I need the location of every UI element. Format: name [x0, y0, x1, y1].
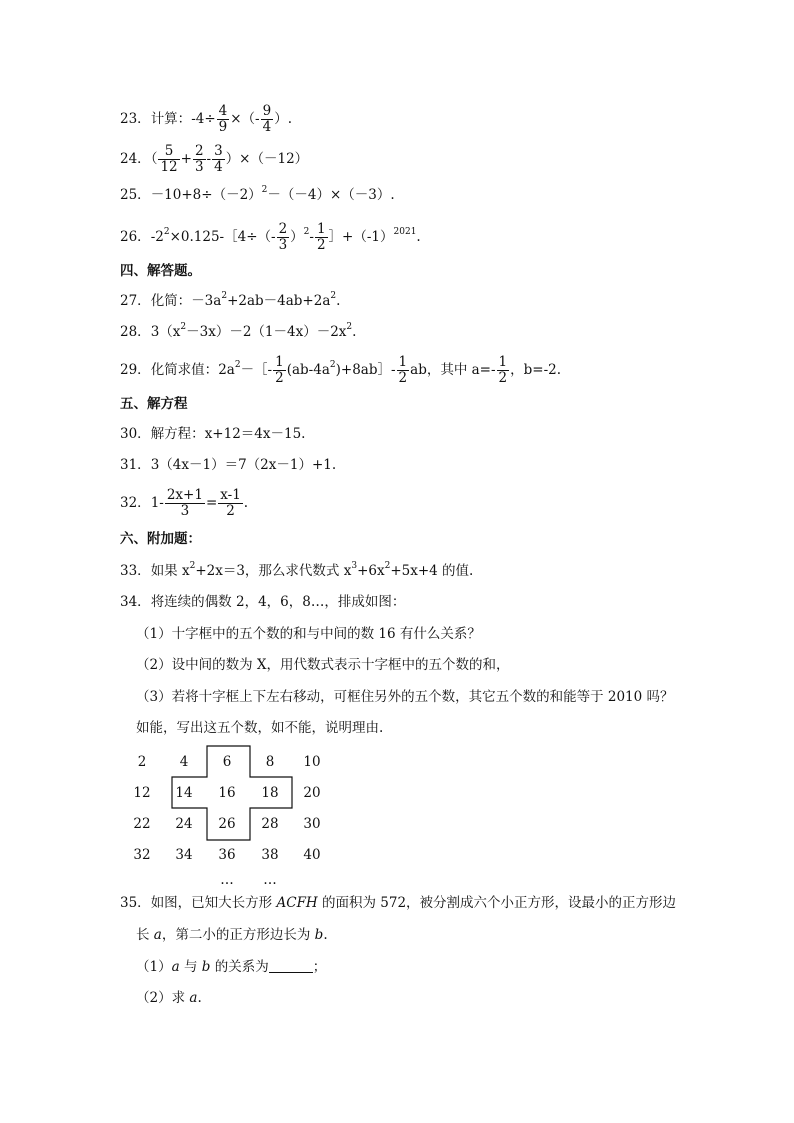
grid-cell: 28	[261, 816, 279, 832]
question-34-part-2: （2）设中间的数为 X，用代数式表示十字框中的五个数的和，	[136, 657, 510, 673]
grid-cell: 16	[218, 785, 236, 801]
question-26: 26．$-2^2\times 0.125-[4\div(-$ $\frac{2}{3}$ ）$^2$- $\frac{1}{2}$ $]+(-1)^{2021}$.	[120, 221, 421, 253]
section-heading-6: 六、附加题：	[120, 531, 201, 547]
grid-cell: 36	[218, 847, 236, 863]
question-24: 24．（ $\frac{5}{12}$ + $\frac{2}{3}$ - $\frac{3}{4}$ ）×（－12）	[120, 143, 309, 175]
question-35-part-1: （1）a 与 b 的关系为 ；	[136, 959, 327, 975]
question-35-part-2: （2）求 a.	[136, 990, 202, 1006]
grid-cell: 22	[133, 816, 151, 832]
grid-cell: 32	[133, 847, 151, 863]
fraction: $\frac{1}{2}$	[498, 354, 508, 386]
question-34-part-3: （3）若将十字框上下左右移动，可框住另外的五个数，其它五个数的和能等于 2010 吗？	[136, 689, 674, 705]
fraction: $\frac{5}{12}$	[160, 143, 178, 175]
question-27: 27．化简：$-3a^2+2ab-4ab+2a^2$.	[120, 291, 341, 309]
fraction: $\frac{4}{9}$	[218, 103, 228, 135]
question-25: 25．$-10+8\div(-2)^2-(-4)\times(-3)$.	[120, 185, 395, 203]
grid-cell: 8	[265, 754, 275, 770]
question-23: 23．计算：-4÷ $\frac{4}{9}$ ×（- $\frac{9}{4}$ ）.	[120, 103, 293, 135]
question-32: 32．1- $\frac{2x+1}{3}$ = $\frac{x-1}{2}$ .	[120, 487, 249, 519]
answer-blank[interactable]	[269, 960, 313, 973]
question-34-part-3-cont: 如能，写出这五个数，如不能，说明理由.	[136, 720, 384, 736]
grid-cell: 40	[303, 847, 321, 863]
fraction: $\frac{3}{4}$	[214, 143, 223, 175]
grid-cell: 14	[175, 785, 193, 801]
grid-ellipsis: …	[220, 872, 234, 888]
fraction: $\frac{1}{2}$	[316, 221, 326, 253]
question-29: 29．化简求值：$2a^2-[-$ $\frac{1}{2}$ $(ab-4a^2)+8ab]-$ $\frac{1}{2}$ ab，其中 a=- $\frac{1}{2}$ ，b=-2.	[120, 354, 562, 386]
question-35: 35．如图，已知大长方形 ACFH 的面积为 572，被分割成六个小正方形，设最小的正方形边	[120, 895, 677, 911]
grid-cell: 26	[218, 816, 236, 832]
grid-cell: 24	[175, 816, 193, 832]
grid-cell: 20	[303, 785, 321, 801]
section-heading-5: 五、解方程	[120, 396, 188, 412]
grid-cell: 30	[303, 816, 321, 832]
question-31: 31．3（4x－1）＝7（2x－1）+1.	[120, 457, 337, 473]
grid-cell: 6	[222, 754, 232, 770]
grid-cell: 18	[261, 785, 279, 801]
grid-cell: 38	[261, 847, 279, 863]
grid-cell: 34	[175, 847, 193, 863]
fraction: $\frac{1}{2}$	[275, 354, 284, 386]
fraction: $\frac{9}{4}$	[262, 103, 272, 135]
section-heading-4: 四、解答题。	[120, 263, 201, 279]
fraction: $\frac{x-1}{2}$	[220, 487, 241, 519]
question-28: 28．$3(x^2-3x)-2(1-4x)-2x^2$.	[120, 322, 357, 340]
question-34: 34．将连续的偶数 2，4，6，8…，排成如图：	[120, 594, 406, 610]
grid-ellipsis: …	[263, 872, 277, 888]
fraction: $\frac{1}{2}$	[398, 354, 408, 386]
question-33: 33．如果 $x^2+2x=3$，那么求代数式 $x^3+6x^2+5x+4$ 的值.	[120, 561, 474, 579]
grid-cell: 12	[133, 785, 151, 801]
grid-cell: 10	[303, 754, 321, 770]
fraction: $\frac{2}{3}$	[194, 143, 204, 175]
fraction: $\frac{2x+1}{3}$	[166, 487, 203, 519]
question-30: 30．解方程：x+12＝4x－15.	[120, 426, 306, 442]
fraction: $\frac{2}{3}$	[278, 221, 288, 253]
grid-cell: 4	[179, 754, 189, 770]
question-34-part-1: （1）十字框中的五个数的和与中间的数 16 有什么关系？	[136, 626, 481, 642]
grid-cell: 2	[137, 754, 147, 770]
question-35-cont: 长 a，第二小的正方形边长为 b.	[136, 927, 328, 943]
